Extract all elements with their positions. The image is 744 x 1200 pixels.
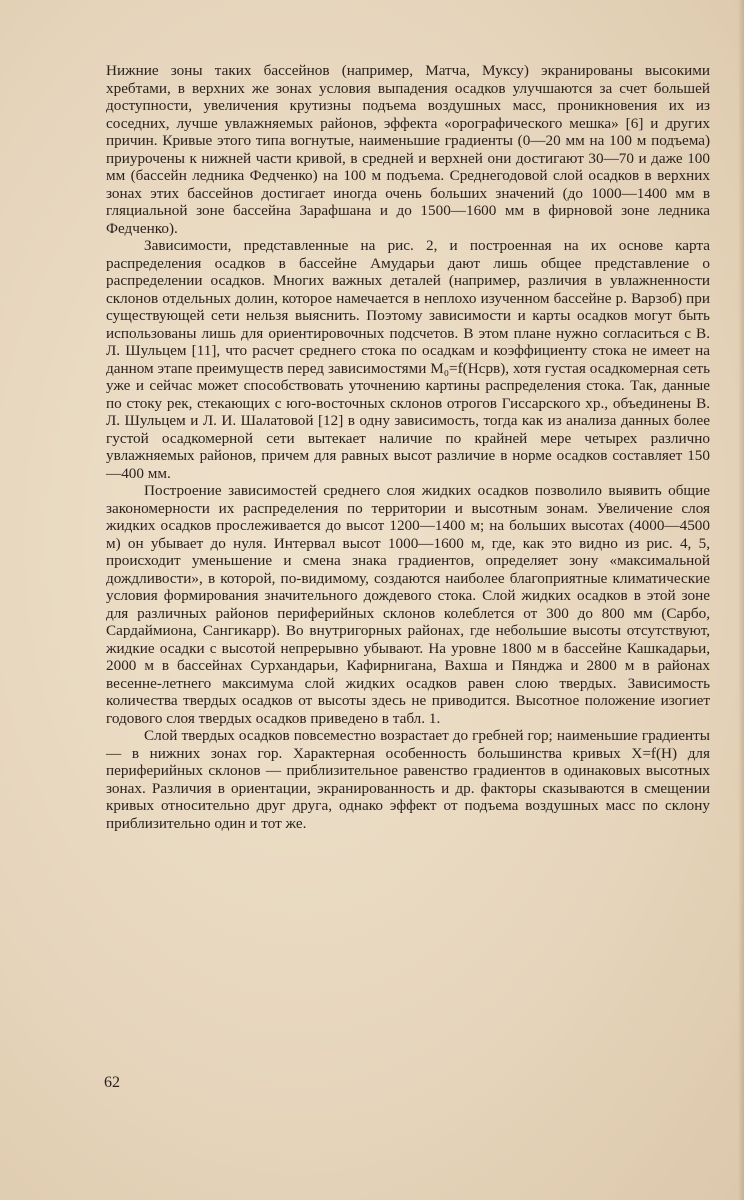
paragraph-3: Построение зависимостей среднего слоя жидких осадков позволило выявить общие закономерности их распределения по территории и высотным зонам. Увеличение слоя жидких осадков прослеживается до высот 1200—1400 м; на больших высотах (4000—4500 м) он убывает до нуля. Интервал высот 1000—1600 м, где, как это видно из рис. 4, 5, происходит уменьшение и смена знака градиентов, определяет зону «максимальной дождливости», в которой, по-видимому, создаются наиболее благоприятные климатические условия формирования значительного дождевого стока. Слой жидких осадков в этой зоне для различных районов периферийных склонов колеблется от 300 до 800 мм (Сарбо, Сардаймиона, Сангикарр). Во внутригорных районах, где небольшие высоты отсутствуют, жидкие осадки с высотой непрерывно убывают. На уровне 1800 м в бассейне Кашкадарьи, 2000 м в бассейнах Сурхандарьи, Кафирнигана, Вахша и Пянджа и 2800 м в районах весенне-летнего максимума слой жидких осадков равен слою твердых. Зависимость количества твердых осадков от высоты здесь не приводится. Высотное положение изогиет годового слоя твердых осадков приведено в табл. 1. bbox=[106, 482, 710, 727]
page-number: 62 bbox=[104, 1074, 120, 1091]
paragraph-2: Зависимости, представленные на рис. 2, и построенная на их основе карта распределения осадков в бассейне Амударьи дают лишь общее представление о распределении осадков. Многих важных деталей (например, различия в увлажненности склонов отдельных долин, которое намечается в неплохо изученном бассейне р. Варзоб) при существующей сети нельзя выяснить. Поэтому зависимости и карты осадков могут быть использованы лишь для ориентировочных подсчетов. В этом плане нужно согласиться с В. Л. Шульцем [11], что расчет среднего стока по осадкам и коэффициенту стока не имеет на данном этапе преимуществ перед зависимостями M₀=f(Hсрв), хотя густая осадкомерная сеть уже и сейчас может способствовать уточнению картины распределения стока. Так, данные по стоку рек, стекающих с юго-восточных склонов отрогов Гиссарского хр., объединены В. Л. Шульцем и Л. И. Шалатовой [12] в одну зависимость, тогда как из анализа данных более густой осадкомерной сети вытекает наличие по крайней мере четырех различно увлажняемых районов, причем для равных высот различие в норме осадков составляет 150—400 мм. bbox=[106, 237, 710, 482]
page-body bbox=[106, 62, 710, 832]
paragraph-4: Слой твердых осадков повсеместно возрастает до гребней гор; наименьшие градиенты — в нижних зонах гор. Характерная особенность большинства кривых X=f(H) для периферийных склонов — приблизительное равенство градиентов в одинаковых высотных зонах. Различия в ориентации, экранированность и др. факторы сказываются в смещении кривых относительно друг друга, однако эффект от подъема воздушных масс по склону приблизительно один и тот же. bbox=[106, 727, 710, 832]
page-edge-shadow bbox=[738, 0, 744, 1200]
paragraph-1: Нижние зоны таких бассейнов (например, Матча, Муксу) экранированы высокими хребтами, в верхних же зонах условия выпадения осадков улучшаются за счет большей доступности, увеличения крутизны подъема воздушных масс, проникновения их из соседних, лучше увлажняемых районов, эффекта «орографического мешка» [6] и других причин. Кривые этого типа вогнутые, наименьшие градиенты (0—20 мм на 100 м подъема) приурочены к нижней части кривой, в средней и верхней они достигают 30—70 и даже 100 мм (бассейн ледника Федченко) на 100 м подъема. Среднегодовой слой осадков в верхних зонах этих бассейнов достигает иногда очень больших значений (до 1000—1400 мм в гляциальной зоне бассейна Зарафшана и до 1500—1600 мм в фирновой зоне ледника Федченко). bbox=[106, 62, 710, 237]
